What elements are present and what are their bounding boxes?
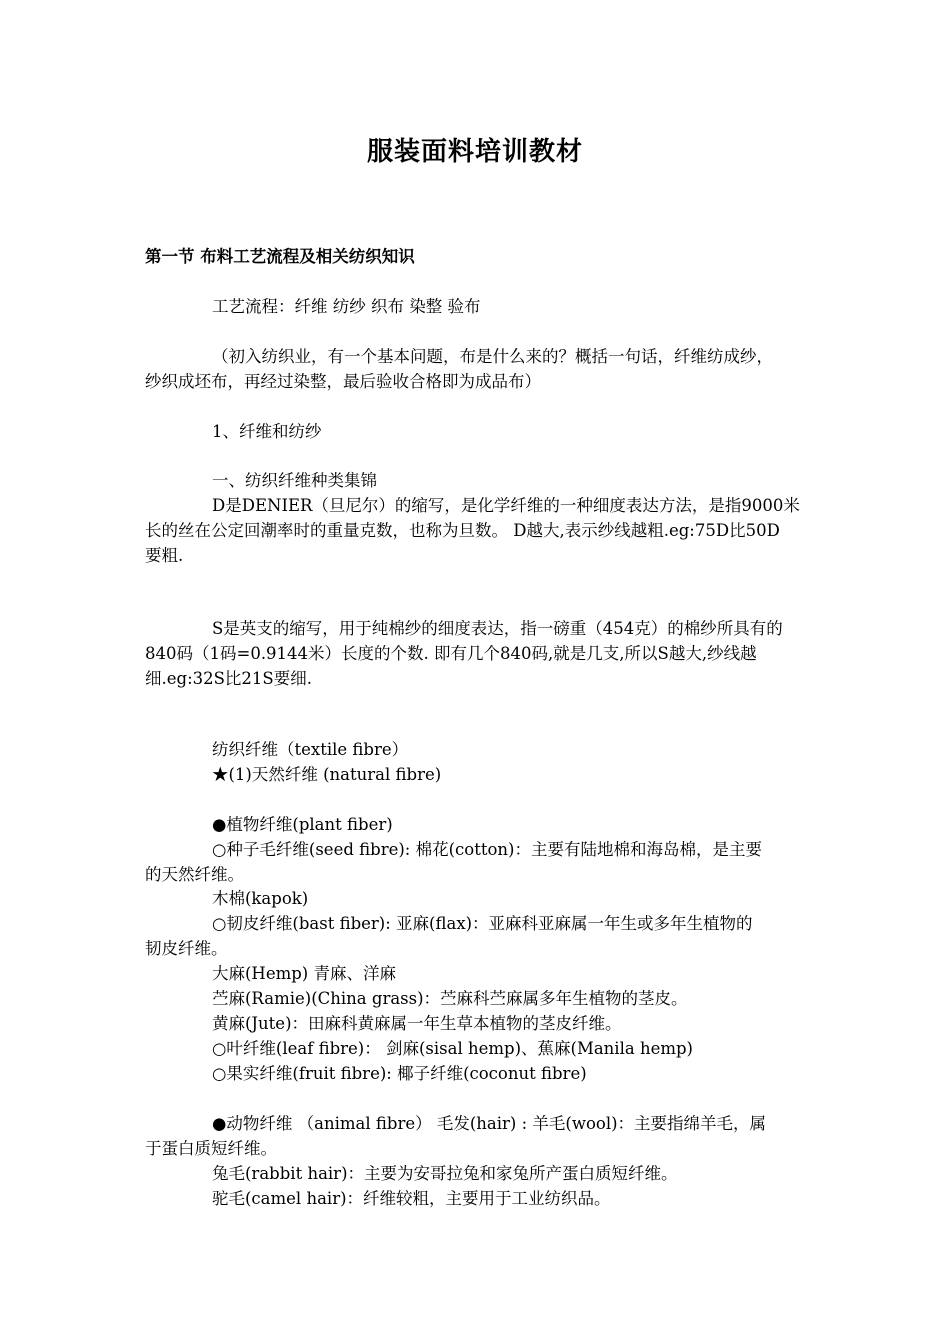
leaf-fibre-line: ○叶纤维(leaf fibre)： 剑麻(sisal hemp)、蕉麻(Manila hemp)	[212, 1039, 693, 1058]
textile-fibre-heading: 纺织纤维（textile fibre）	[212, 740, 409, 759]
bast-fiber-line-1: ○韧皮纤维(bast fiber): 亚麻(flax)：亚麻科亚麻属一年生或多年生植物的	[212, 914, 753, 933]
seed-fibre-line-1: ○种子毛纤维(seed fibre): 棉花(cotton)：主要有陆地棉和海岛棉，是主要	[212, 840, 762, 859]
hemp-line: 大麻(Hemp) 青麻、洋麻	[212, 964, 396, 983]
section-heading: 第一节 布料工艺流程及相关纺织知识	[145, 247, 415, 266]
s-line-1: S是英支的缩写，用于纯棉纱的细度表达，指一磅重（454克）的棉纱所具有的	[212, 619, 783, 638]
kapok-line: 木棉(kapok)	[212, 889, 309, 908]
animal-fibre-line-2: 于蛋白质短纤维。	[145, 1139, 277, 1158]
rabbit-hair-line: 兔毛(rabbit hair)：主要为安哥拉兔和家兔所产蛋白质短纤维。	[212, 1164, 678, 1183]
animal-fibre-line-1: ●动物纤维 （animal fibre） 毛发(hair) : 羊毛(wool)：主要指绵羊毛，属	[212, 1114, 767, 1133]
plant-fiber-heading: ●植物纤维(plant fiber)	[212, 815, 393, 834]
camel-hair-line: 驼毛(camel hair)：纤维较粗，主要用于工业纺织品。	[212, 1189, 611, 1208]
seed-fibre-line-2: 的天然纤维。	[145, 865, 244, 884]
natural-fibre-heading: ★(1)天然纤维 (natural fibre)	[212, 765, 442, 784]
item-1-heading: 1、纤维和纺纱	[212, 422, 322, 441]
intro-line-1: （初入纺织业，有一个基本问题，布是什么来的？概括一句话，纤维纺成纱，	[212, 347, 773, 366]
document-title: 服装面料培训教材	[366, 137, 583, 167]
ramie-line: 苎麻(Ramie)(China grass)：苎麻科苎麻属多年生植物的茎皮。	[212, 989, 688, 1008]
jute-line: 黄麻(Jute)：田麻科黄麻属一年生草本植物的茎皮纤维。	[212, 1014, 622, 1033]
process-line: 工艺流程：纤维 纺纱 织布 染整 验布	[212, 297, 481, 316]
denier-line-1: D是DENIER（旦尼尔）的缩写，是化学纤维的一种细度表达方法，是指9000米	[212, 496, 800, 515]
s-line-2: 840码（1码=0.9144米）长度的个数. 即有几个840码,就是几支,所以S越大,纱线越	[145, 644, 757, 663]
intro-line-2: 纱织成坯布，再经过染整，最后验收合格即为成品布）	[145, 372, 541, 391]
s-line-3: 细.eg:32S比21S要细.	[145, 669, 312, 688]
denier-line-3: 要粗.	[145, 546, 184, 565]
collection-heading: 一、纺织纤维种类集锦	[212, 471, 377, 490]
bast-fiber-line-2: 韧皮纤维。	[145, 939, 228, 958]
denier-line-2: 长的丝在公定回潮率时的重量克数，也称为旦数。 D越大,表示纱线越粗.eg:75D比50D	[145, 521, 780, 540]
fruit-fibre-line: ○果实纤维(fruit fibre): 椰子纤维(coconut fibre)	[212, 1064, 587, 1083]
